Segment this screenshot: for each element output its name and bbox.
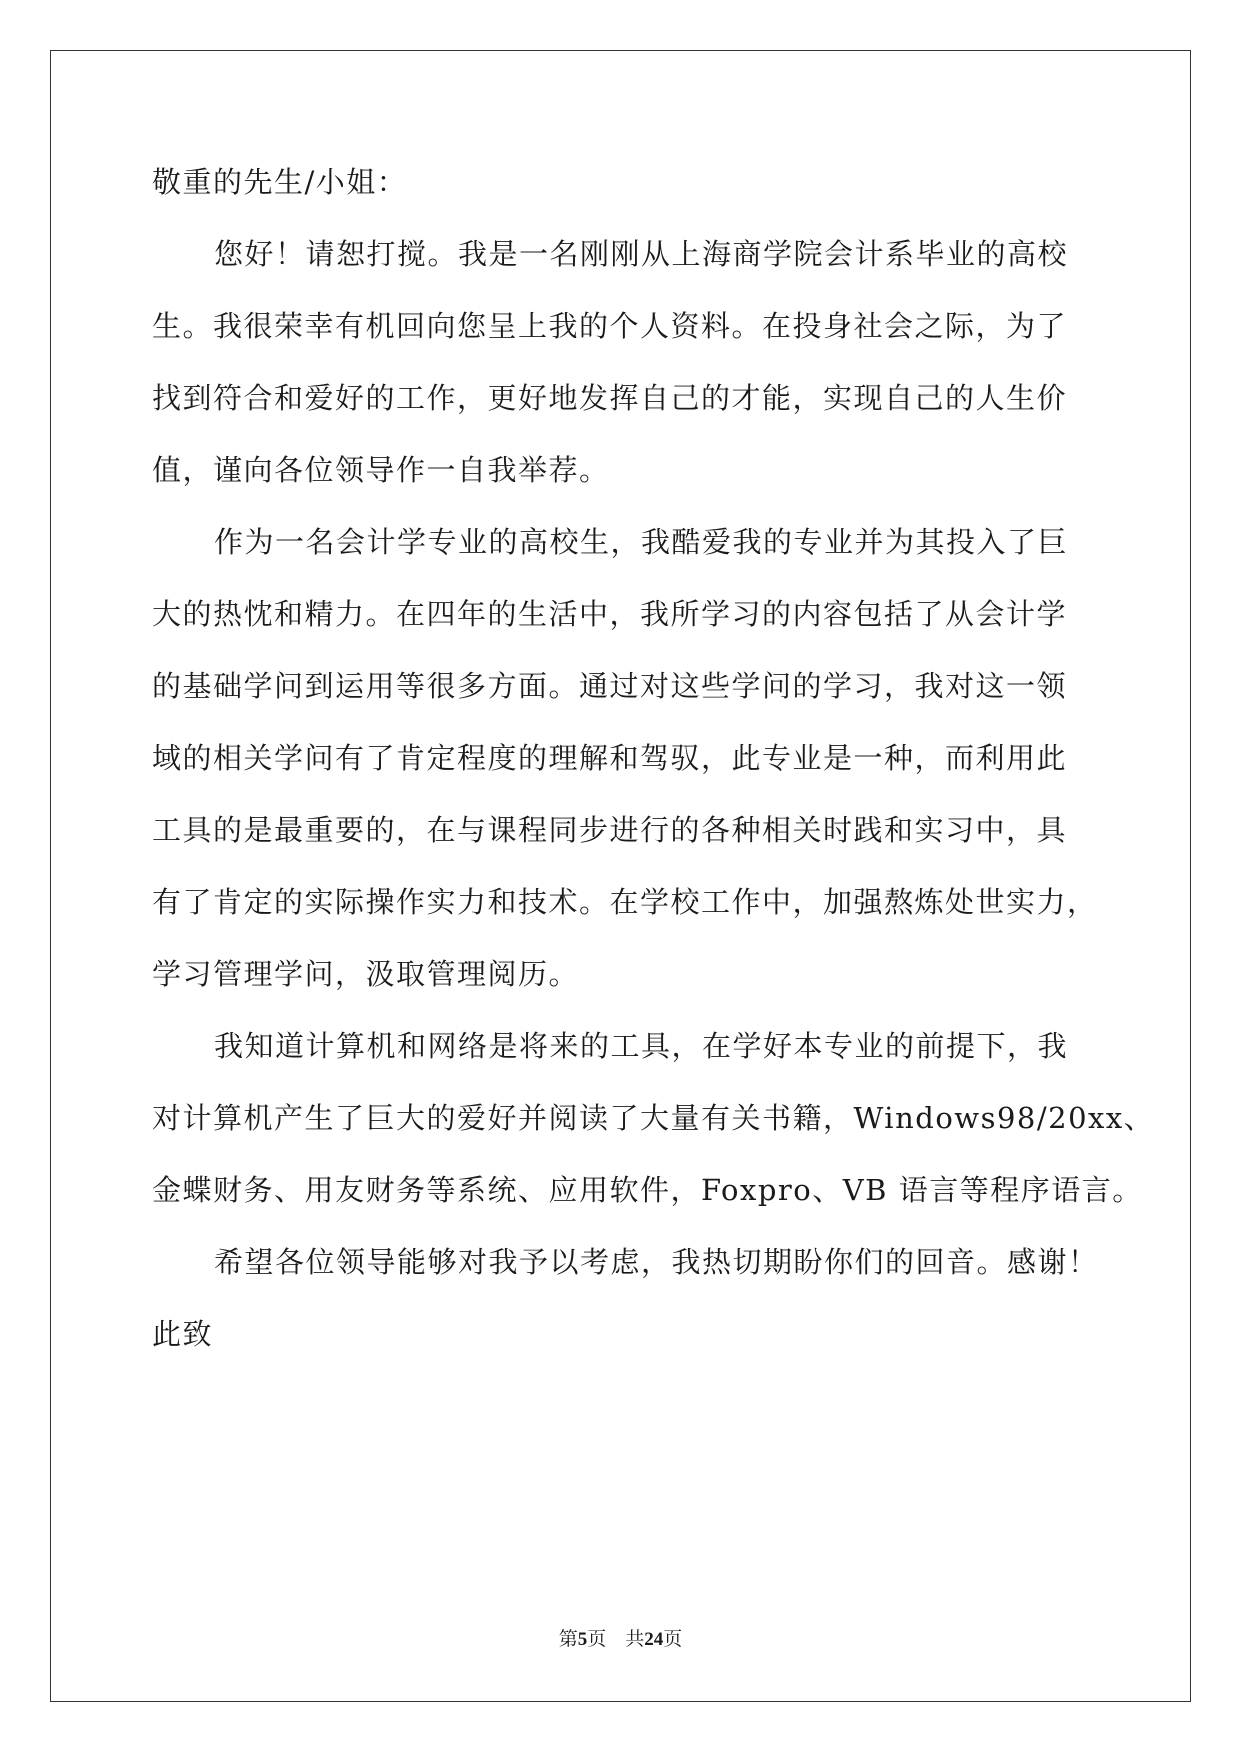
paragraph-line: 域的相关学问有了肯定程度的理解和驾驭，此专业是一种，而利用此 — [152, 741, 1068, 775]
paragraph-line: 找到符合和爱好的工作，更好地发挥自己的才能，实现自己的人生价 — [152, 381, 1068, 415]
closing-line: 此致 — [152, 1317, 214, 1351]
paragraph-line: 我知道计算机和网络是将来的工具，在学好本专业的前提下，我 — [214, 1029, 1069, 1063]
salutation: 敬重的先生/小姐： — [152, 165, 408, 199]
page-footer — [0, 1624, 1241, 1651]
page-border — [50, 50, 1191, 1702]
paragraph-line: 有了肯定的实际操作实力和技术。在学校工作中，加强熬炼处世实力， — [152, 885, 1098, 919]
paragraph-line: 学习管理学问，汲取管理阅历。 — [152, 957, 580, 991]
footer-page-unit: 页 — [587, 1629, 607, 1650]
paragraph-line: 工具的是最重要的，在与课程同步进行的各种相关时践和实习中，具 — [152, 813, 1068, 847]
paragraph-line: 生。我很荣幸有机回向您呈上我的个人资料。在投身社会之际，为了 — [152, 309, 1068, 343]
page-number: 5 — [577, 1629, 588, 1650]
paragraph-line: 作为一名会计学专业的高校生，我酷爱我的专业并为其投入了巨 — [214, 525, 1069, 559]
paragraph-line: 希望各位领导能够对我予以考虑，我热切期盼你们的回音。感谢！ — [214, 1245, 1099, 1279]
paragraph-line: 的基础学问到运用等很多方面。通过对这些学问的学习，我对这一领 — [152, 669, 1068, 703]
footer-prefix: 第 — [558, 1629, 578, 1650]
footer-total-unit: 页 — [663, 1629, 683, 1650]
paragraph-line: 大的热忱和精力。在四年的生活中，我所学习的内容包括了从会计学 — [152, 597, 1068, 631]
paragraph-line: 对计算机产生了巨大的爱好并阅读了大量有关书籍，Windows98/20xx、 — [152, 1101, 1155, 1135]
total-pages: 24 — [644, 1629, 664, 1650]
paragraph-line: 您好！请恕打搅。我是一名刚刚从上海商学院会计系毕业的高校 — [214, 237, 1069, 271]
footer-total-prefix: 共 — [625, 1629, 645, 1650]
paragraph-line: 金蝶财务、用友财务等系统、应用软件，Foxpro、VB 语言等程序语言。 — [152, 1173, 1143, 1207]
paragraph-line: 值，谨向各位领导作一自我举荐。 — [152, 453, 610, 487]
